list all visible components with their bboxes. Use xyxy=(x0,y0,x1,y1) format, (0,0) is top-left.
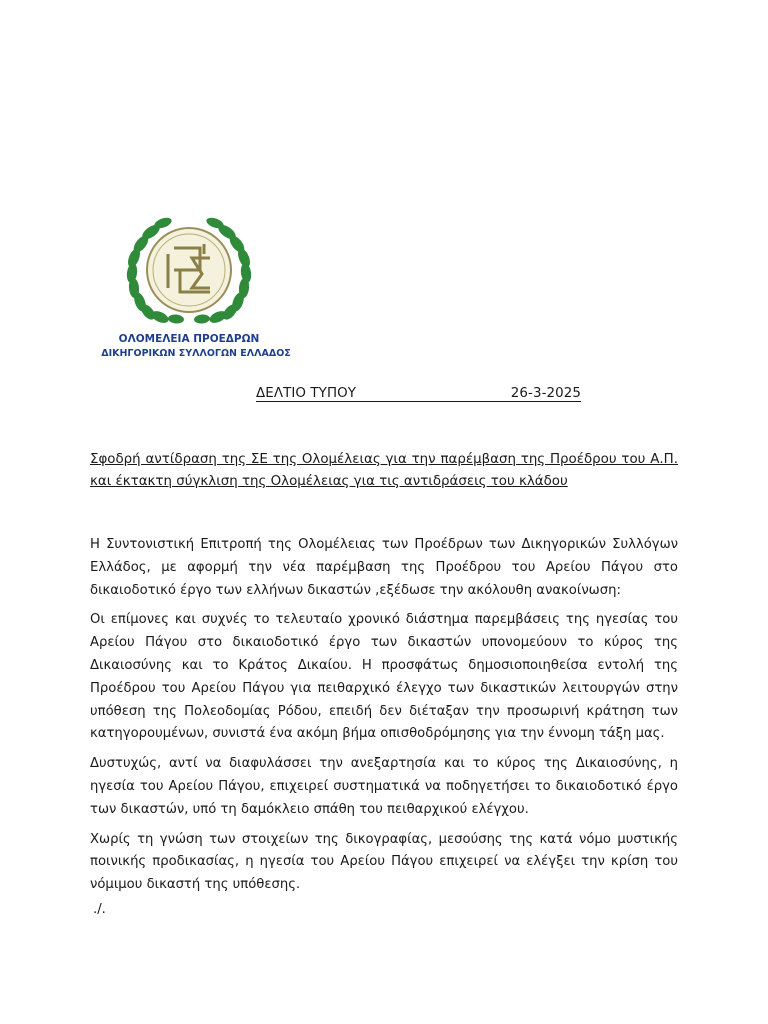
logo-text-line2: ΔΙΚΗΓΟΡΙΚΩΝ ΣΥΛΛΟΓΩΝ ΕΛΛΑΔΟΣ xyxy=(101,348,291,359)
document-headline: Σφοδρή αντίδραση της ΣΕ της Ολομέλειας για την παρέμβαση της Προέδρου του Α.Π. και έκτακτη σύγκλιση της Ολομέλειας για τις αντιδράσεις του κλάδου xyxy=(90,452,678,489)
press-release-label: ΔΕΛΤΙΟ ΤΥΠΟΥ xyxy=(256,386,357,401)
paragraph: Η Συντονιστική Επιτροπή της Ολομέλειας των Προέδρων των Δικηγορικών Συλλόγων Ελλάδος, με αφορμή την νέα παρέμβαση της Προέδρου του Αρείου Πάγου στο δικαιοδοτικό έργο των ελλήνων δικαστών ,εξέδωσε την ακόλουθη ανακοίνωση: xyxy=(90,537,678,598)
document-body xyxy=(90,534,678,904)
logo-text-line1: ΟΛΟΜΕΛΕΙΑ ΠΡΟΕΔΡΩΝ xyxy=(118,333,260,345)
press-release-line xyxy=(256,386,581,402)
organization-logo xyxy=(88,196,338,368)
press-release-date: 26-3-2025 xyxy=(510,386,581,401)
paragraph: Χωρίς τη γνώση των στοιχείων της δικογραφίας, μεσούσης της κατά νόμο μυστικής ποινικής προδικασίας, η ηγεσία του Αρείου Πάγου επιχειρεί να ελέγξει την κρίση του νόμιμου δικαστή της υπόθεσης. xyxy=(90,831,678,893)
ending-mark: ./. xyxy=(93,902,106,917)
paragraph: Δυστυχώς, αντί να διαφυλάσσει την ανεξαρτησία και το κύρος της Δικαιοσύνης, η ηγεσία του Αρείου Πάγου, επιχειρεί συστηματικά να ποδηγετήσει το δικαιοδοτικό έργο των δικαστών, υπό τη δαμόκλειο σπάθη του πειθαρχικού ελέγχου. xyxy=(90,756,678,817)
paragraph: Οι επίμονες και συχνές το τελευταίο χρονικό διάστημα παρεμβάσεις της ηγεσίας του Αρείου Πάγου στο δικαιοδοτικό έργο των δικαστών υπονομεύουν το κύρος της Δικαιοσύνης και το Κράτος Δικαίου. Η προσφάτως δημοσιοποιηθείσα εντολή της Προέδρου του Αρείου Πάγου για πειθαρχικό έλεγχο των δικαστικών λειτουργών στην υπόθεση της Πολεοδομίας Ρόδου, επειδή δεν διέταξαν την προσωρινή κράτηση των κατηγορουμένων, συνιστά ένα ακόμη βήμα οπισθοδρόμησης για την έννομη τάξη μας. xyxy=(90,612,678,742)
laurel-emblem xyxy=(88,196,338,368)
